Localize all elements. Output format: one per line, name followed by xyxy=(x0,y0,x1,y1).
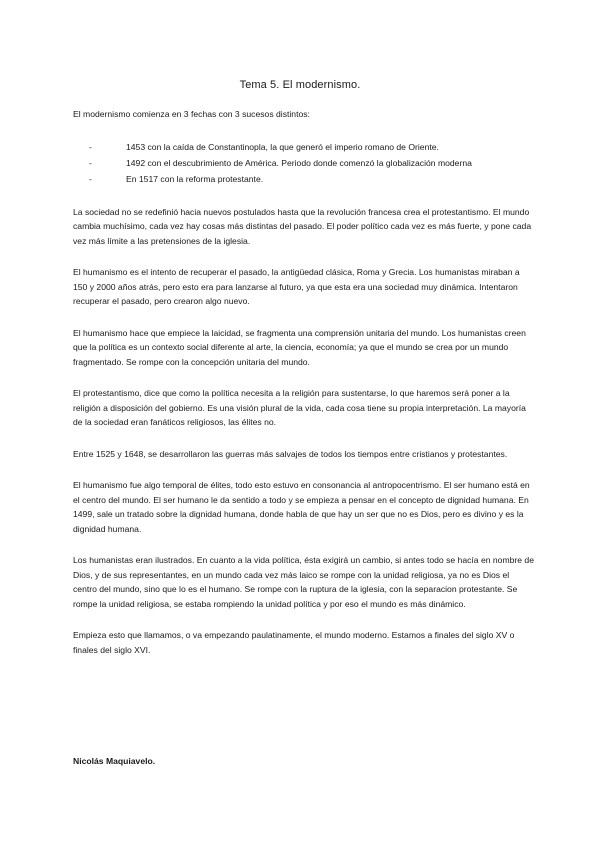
list-bullet: - xyxy=(89,157,92,168)
list-item-text: 1492 con el descubrimiento de América. Periodo donde comenzó la globalización moderna xyxy=(126,157,472,168)
list-item-text: 1453 con la caída de Constantinopla, la que generó el imperio romano de Oriente. xyxy=(126,141,439,152)
body-paragraph: El humanismo hace que empiece la laicidad, se fragmenta una comprensión unitaria del mundo. Los humanistas creen que la política es un contexto social diferente al arte, la ciencia, economía; ya que el mundo se crea por un mundo fragmentado. Se rompe con la concepción unitaria del mundo. xyxy=(73,327,526,367)
document-body xyxy=(73,107,535,674)
intro-paragraph: El modernismo comienza en 3 fechas con 3 sucesos distintos: xyxy=(73,109,310,119)
list-bullet: - xyxy=(89,141,92,152)
body-paragraph: Empieza esto que llamamos, o va empezando paulatinamente, el mundo moderno. Estamos a finales del siglo XV o finales del siglo XVI. xyxy=(73,630,515,655)
body-paragraph: Entre 1525 y 1648, se desarrollaron las guerras más salvajes de todos los tiempos entre cristianos y protestantes. xyxy=(73,448,508,459)
list-item xyxy=(89,171,535,187)
body-paragraph: El humanismo es el intento de recuperar el pasado, la antigüedad clásica, Roma y Grecia. Los humanistas miraban a 150 y 2000 años atrás, pero esto era para lanzarse al futuro, ya que esta era una sociedad muy dinámica. Intentaron recuperar el pasado, pero crearon algo nuevo. xyxy=(73,267,520,306)
signature-heading: Nicolás Maquiavelo. xyxy=(73,756,156,766)
body-paragraph: Los humanistas eran ilustrados. En cuanto a la vida política, ésta exigirá un cambio, si antes todo se hacía en nombre de Dios, y de sus representantes, en un mundo cada vez más laico se rompe con la unidad religiosa, ya no es Dios el centro del mundo, sino que lo es el humano. Se rompe con la ruptura de la iglesia, con la separacion protestante. Se rompe la unidad religiosa, se estaba rompiendo la unidad política y por eso el mundo es más dinámico. xyxy=(73,555,534,609)
list-bullet: - xyxy=(89,173,92,184)
list-item xyxy=(89,139,535,155)
list-item xyxy=(89,155,535,171)
body-paragraph: El protestantismo, dice que como la política necesita a la religión para sustentarse, lo que haremos será poner a la religión a disposición del gobierno. Es una visión plural de la vida, cada cosa tiene su propia interpretación. La mayoría de la sociedad eran fanáticos religiosos, las élites no. xyxy=(73,388,526,427)
document-title: Tema 5. El modernismo. xyxy=(239,79,361,91)
body-paragraph: La sociedad no se redefinió hacia nuevos postulados hasta que la revolución francesa crea el protestantismo. El mundo cambia muchísimo, cada vez hay cosas más distintas del pasado. El poder político cada vez es más fuerte, y pone cada vez más límite a las pretensiones de la iglesia. xyxy=(73,206,532,246)
body-paragraph: El humanismo fue algo temporal de élites, todo esto estuvo en consonancia al antropocentrismo. El ser humano está en el centro del mundo. El ser humano le da sentido a todo y se empieza a pensar en el concepto de dignidad humana. En 1499, sale un tratado sobre la dignidad humana, donde habla de que hay un ser que no es Dios, pero es divino y es la dignidad humana. xyxy=(73,480,530,534)
events-list xyxy=(73,139,535,187)
list-item-text: En 1517 con la reforma protestante. xyxy=(126,173,264,184)
